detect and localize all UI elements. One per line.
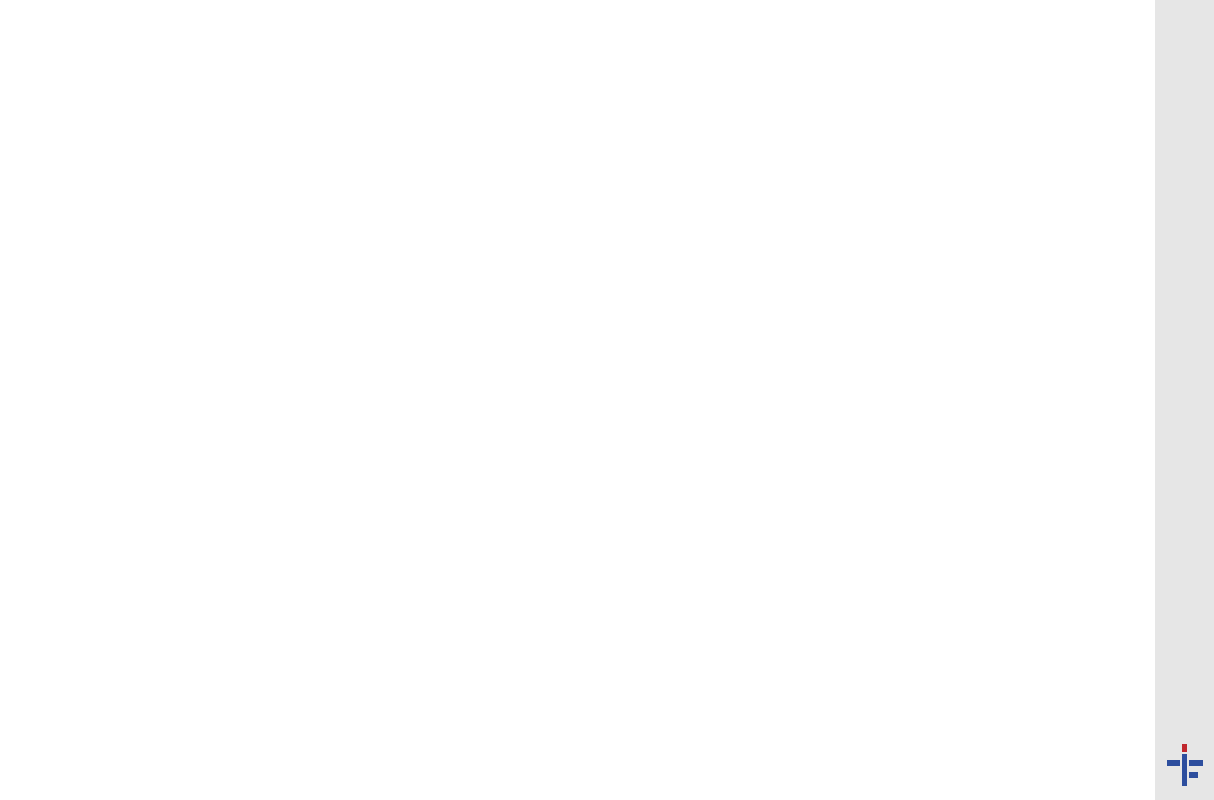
ub-freiburg-logo-icon (1165, 742, 1205, 788)
rotated-book-page (137, 100, 1017, 700)
viewer-sidebar (1155, 0, 1214, 800)
